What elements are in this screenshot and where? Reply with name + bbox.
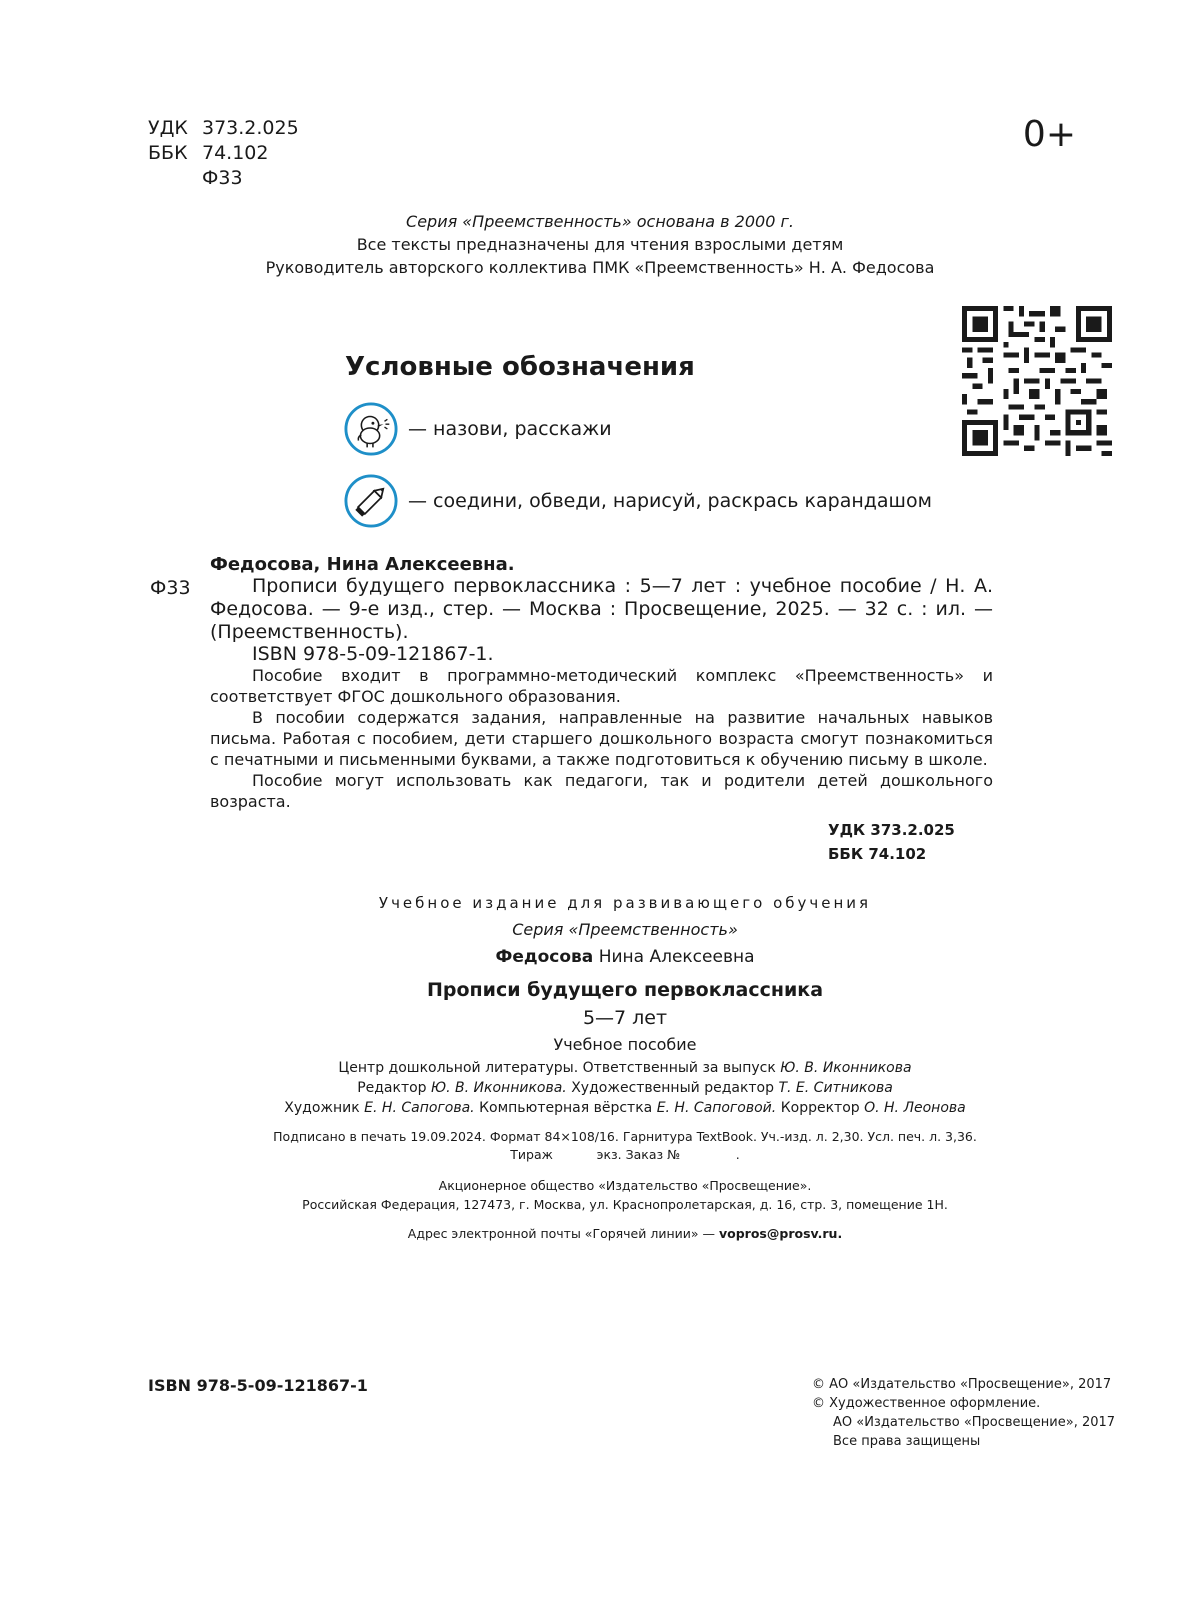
copyright-line-2: © Художественное оформление. — [812, 1396, 1041, 1411]
bib-main: Прописи будущего первоклассника : 5—7 лет : учебное пособие / Н. А. Федосова. — 9-е изд., стер. — Москва : Просвещение, 2025. — 32 с. : ил. — (Преемственность). — [210, 575, 993, 643]
legend-text-name-tell: — назови, расскажи — [408, 418, 612, 440]
isbn-bottom: ISBN 978-5-09-121867-1 — [148, 1376, 368, 1395]
classification-block — [148, 116, 299, 191]
staff-line-2-text-2: Художественный редактор — [571, 1080, 775, 1096]
copyright-line-3: АО «Издательство «Просвещение», 2017 — [833, 1415, 1116, 1430]
bib-bbk: ББК 74.102 — [828, 845, 927, 863]
copyright-line-4: Все права защищены — [833, 1434, 981, 1449]
staff-line-3-name-1: Е. Н. Сапогова. — [364, 1100, 475, 1116]
bib-para-3: Пособие могут использовать как педагоги, так и родители детей дошкольного возраста. — [210, 771, 993, 811]
copyright-block — [812, 1375, 1115, 1451]
series-info — [0, 210, 1200, 279]
imprint-author-last: Федосова — [495, 947, 594, 967]
series-head: Руководитель авторского коллектива ПМК «Преемственность» Н. А. Федосова — [265, 258, 935, 277]
staff-line-3-text-2: Компьютерная вёрстка — [479, 1100, 653, 1116]
email-address: vopros@prosv.ru. — [719, 1226, 843, 1241]
bbk-value: 74.102 — [202, 142, 269, 164]
bib-isbn: ISBN 978-5-09-121867-1. — [252, 643, 494, 665]
udk-label: УДК — [148, 117, 188, 139]
legend-title: Условные обозначения — [345, 352, 695, 382]
edition-type: Учебное издание для развивающего обучения — [378, 894, 872, 912]
series-founded: основана в 2000 г. — [636, 212, 794, 231]
imprint-author-first: Нина Алексеевна — [598, 947, 755, 967]
bib-code: Ф33 — [150, 577, 191, 599]
staff-line-3-name-3: О. Н. Леонова — [864, 1100, 966, 1116]
bibliographic-record — [150, 554, 993, 866]
staff-line-2-name-2: Т. Е. Ситникова — [778, 1080, 893, 1096]
legend-text-draw: — соедини, обведи, нарисуй, раскрась карандашом — [408, 490, 932, 512]
series-note: Все тексты предназначены для чтения взрослыми детям — [356, 235, 844, 254]
copyright-line-1: © АО «Издательство «Просвещение», 2017 — [812, 1377, 1112, 1392]
pencil-icon — [344, 474, 398, 528]
bib-para-1: Пособие входит в программно-методический комплекс «Преемственность» и соответствует ФГОС дошкольного образования. — [210, 666, 993, 706]
bird-icon — [344, 402, 398, 456]
email-label: Адрес электронной почты «Горячей линии» — — [407, 1226, 716, 1241]
staff-line-2-text-1: Редактор — [357, 1080, 427, 1096]
imprint-email — [0, 1226, 1200, 1241]
tech-line-2: Тираж экз. Заказ № . — [510, 1147, 740, 1162]
bib-classification — [828, 818, 993, 866]
bib-udk: УДК 373.2.025 — [828, 821, 955, 839]
imprint-publisher — [0, 1176, 1200, 1214]
imprint-age: 5—7 лет — [582, 1007, 668, 1029]
age-rating: 0+ — [1022, 114, 1076, 155]
imprint-title: Прописи будущего первоклассника — [426, 979, 824, 1001]
author-sign: Ф33 — [202, 167, 243, 189]
bib-author: Федосова, Нина Алексеевна. — [210, 554, 515, 575]
udk-value: 373.2.025 — [202, 117, 299, 139]
staff-line-3-name-2: Е. Н. Сапоговой. — [656, 1100, 777, 1116]
imprint-kind: Учебное пособие — [553, 1035, 697, 1054]
tech-line-1: Подписано в печать 19.09.2024. Формат 84×108/16. Гарнитура TextBook. Уч.-изд. л. 2,30. Усл. печ. л. 3,36. — [273, 1129, 977, 1144]
imprint — [0, 894, 1200, 1241]
publisher-line-2: Российская Федерация, 127473, г. Москва, ул. Краснопролетарская, д. 16, стр. 3, помещение 1Н. — [302, 1197, 948, 1212]
legend-item-name-tell — [344, 402, 612, 456]
imprint-author — [0, 947, 1200, 967]
legend-item-draw — [344, 474, 932, 528]
imprint-series: Серия «Преемственность» — [512, 920, 738, 939]
publisher-line-1: Акционерное общество «Издательство «Просвещение». — [438, 1178, 812, 1193]
bib-para-2: В пособии содержатся задания, направленные на развитие начальных навыков письма. Работая с пособием, дети старшего дошкольного возраста смогут познакомиться с печатными и письменными буквами, а также подготовиться к обучению письму в школе. — [210, 708, 993, 769]
staff-line-3-text-3: Корректор — [780, 1100, 860, 1116]
imprint-staff — [0, 1058, 1200, 1118]
staff-line-2-name-1: Ю. В. Иконникова. — [431, 1080, 567, 1096]
qr-code — [962, 306, 1112, 456]
staff-line-1-text: Центр дошкольной литературы. Ответственный за выпуск — [338, 1060, 776, 1076]
imprint-tech — [0, 1128, 1200, 1164]
staff-line-3-text-1: Художник — [284, 1100, 360, 1116]
series-name: Серия «Преемственность» — [406, 212, 632, 231]
staff-line-1-name: Ю. В. Иконникова — [780, 1060, 912, 1076]
bbk-label: ББК — [148, 142, 188, 164]
